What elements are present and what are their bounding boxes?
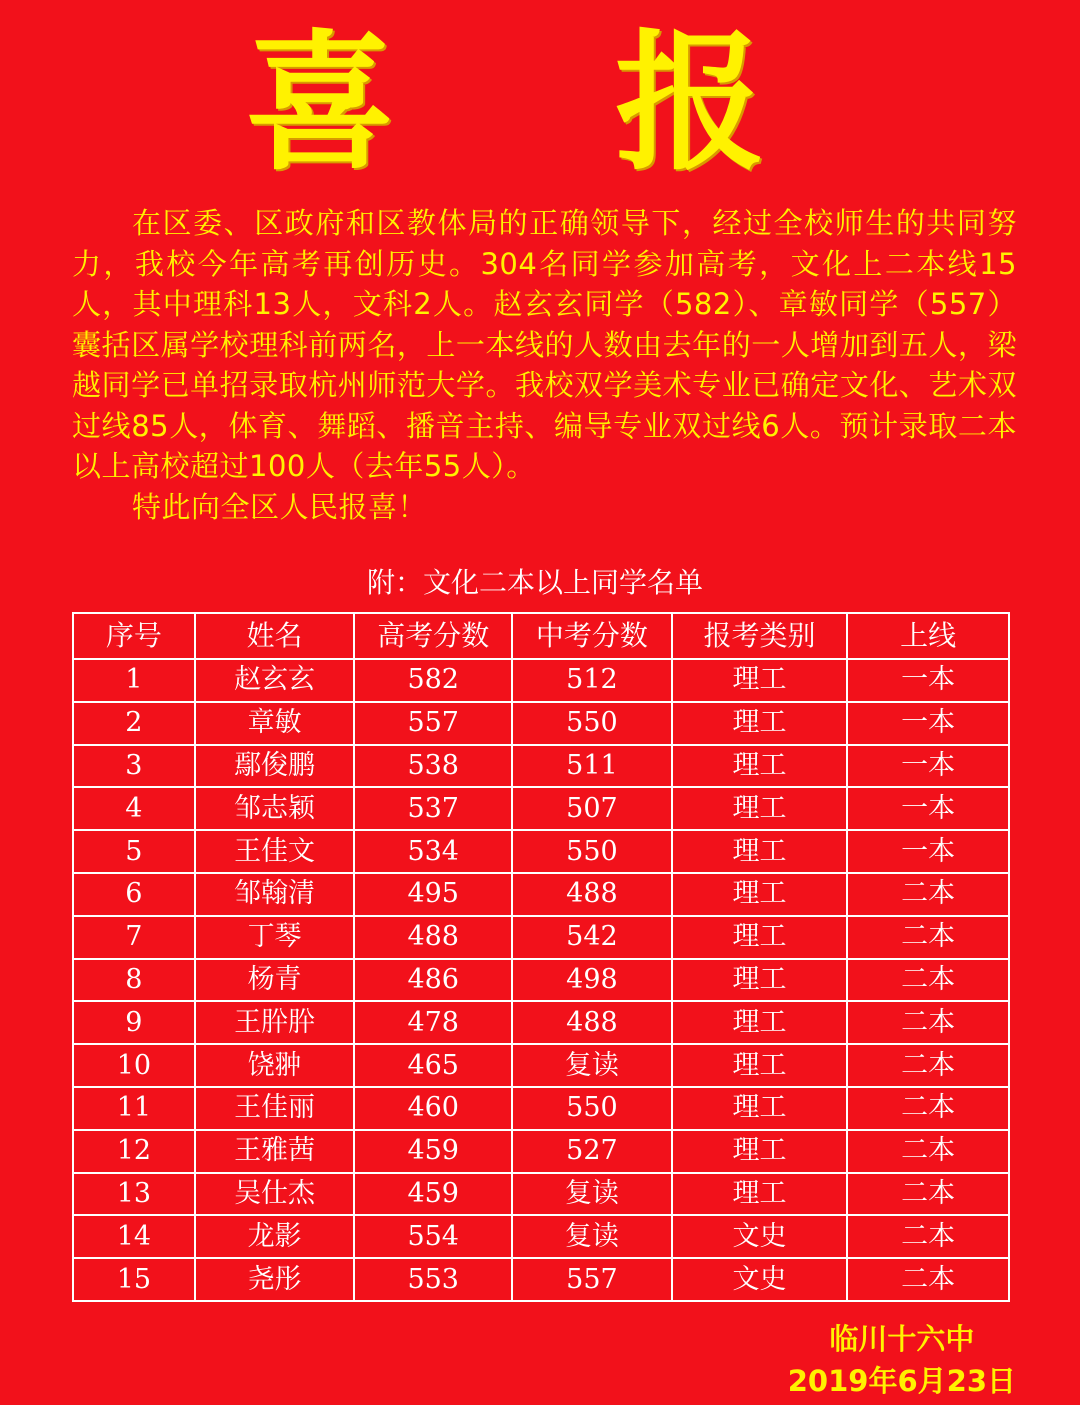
cell-index: 13 — [73, 1173, 195, 1216]
cell-tier: 一本 — [847, 745, 1009, 788]
intro-closing: 特此向全区人民报喜！ — [132, 489, 428, 524]
table-row — [73, 1001, 1009, 1044]
cell-index: 9 — [73, 1001, 195, 1044]
cell-index: 3 — [73, 745, 195, 788]
header-name: 姓名 — [195, 613, 355, 659]
table-row — [73, 659, 1009, 702]
cell-category: 理工 — [672, 830, 848, 873]
cell-index: 4 — [73, 787, 195, 830]
cell-tier: 一本 — [847, 702, 1009, 745]
footer-signature — [788, 1318, 1016, 1402]
cell-index: 2 — [73, 702, 195, 745]
header-index: 序号 — [73, 613, 195, 659]
cell-zhongkao-score: 507 — [512, 787, 672, 830]
cell-category: 理工 — [672, 787, 848, 830]
cell-tier: 二本 — [847, 1130, 1009, 1173]
cell-name: 饶翀 — [195, 1044, 355, 1087]
cell-zhongkao-score: 542 — [512, 916, 672, 959]
intro-text — [72, 203, 1017, 527]
student-list-table — [72, 612, 1010, 1302]
header-tier: 上线 — [847, 613, 1009, 659]
cell-zhongkao-score: 复读 — [512, 1173, 672, 1216]
cell-index: 11 — [73, 1087, 195, 1130]
cell-gaokao-score: 537 — [354, 787, 512, 830]
cell-index: 1 — [73, 659, 195, 702]
table-row — [73, 959, 1009, 1002]
list-caption: 附：文化二本以上同学名单 — [366, 566, 703, 599]
table-row — [73, 1258, 1009, 1301]
cell-tier: 一本 — [847, 659, 1009, 702]
cell-name: 赵玄玄 — [195, 659, 355, 702]
cell-name: 邹志颖 — [195, 787, 355, 830]
cell-category: 理工 — [672, 745, 848, 788]
cell-gaokao-score: 534 — [354, 830, 512, 873]
cell-tier: 二本 — [847, 1173, 1009, 1216]
table-row — [73, 916, 1009, 959]
cell-zhongkao-score: 498 — [512, 959, 672, 1002]
table-row — [73, 873, 1009, 916]
cell-index: 6 — [73, 873, 195, 916]
cell-zhongkao-score: 复读 — [512, 1215, 672, 1258]
cell-zhongkao-score: 511 — [512, 745, 672, 788]
cell-name: 龙影 — [195, 1215, 355, 1258]
cell-gaokao-score: 538 — [354, 745, 512, 788]
cell-name: 吴仕杰 — [195, 1173, 355, 1216]
cell-tier: 一本 — [847, 787, 1009, 830]
table-row — [73, 702, 1009, 745]
cell-gaokao-score: 488 — [354, 916, 512, 959]
cell-gaokao-score: 554 — [354, 1215, 512, 1258]
cell-tier: 二本 — [847, 1001, 1009, 1044]
cell-gaokao-score: 459 — [354, 1130, 512, 1173]
cell-category: 理工 — [672, 873, 848, 916]
cell-zhongkao-score: 527 — [512, 1130, 672, 1173]
header-gaokao-score: 高考分数 — [354, 613, 512, 659]
cell-index: 8 — [73, 959, 195, 1002]
cell-name: 章敏 — [195, 702, 355, 745]
table-row — [73, 1130, 1009, 1173]
title-char-xi: 喜 — [245, 15, 396, 191]
cell-tier: 二本 — [847, 873, 1009, 916]
cell-index: 14 — [73, 1215, 195, 1258]
cell-gaokao-score: 495 — [354, 873, 512, 916]
poster-title — [0, 15, 1080, 191]
cell-category: 理工 — [672, 1044, 848, 1087]
table-row — [73, 1173, 1009, 1216]
cell-name: 丁琴 — [195, 916, 355, 959]
table-row — [73, 1044, 1009, 1087]
cell-category: 理工 — [672, 1087, 848, 1130]
cell-name: 王肸肸 — [195, 1001, 355, 1044]
cell-index: 10 — [73, 1044, 195, 1087]
cell-tier: 二本 — [847, 1258, 1009, 1301]
cell-category: 理工 — [672, 959, 848, 1002]
table-header-row — [73, 613, 1009, 659]
cell-gaokao-score: 582 — [354, 659, 512, 702]
cell-tier: 二本 — [847, 916, 1009, 959]
header-category: 报考类别 — [672, 613, 848, 659]
cell-gaokao-score: 557 — [354, 702, 512, 745]
school-name: 临川十六中 — [829, 1322, 975, 1356]
cell-gaokao-score: 460 — [354, 1087, 512, 1130]
cell-zhongkao-score: 550 — [512, 702, 672, 745]
cell-index: 15 — [73, 1258, 195, 1301]
cell-category: 理工 — [672, 1001, 848, 1044]
cell-tier: 一本 — [847, 830, 1009, 873]
cell-category: 理工 — [672, 702, 848, 745]
cell-tier: 二本 — [847, 959, 1009, 1002]
cell-tier: 二本 — [847, 1044, 1009, 1087]
cell-name: 尧彤 — [195, 1258, 355, 1301]
cell-name: 杨青 — [195, 959, 355, 1002]
cell-zhongkao-score: 550 — [512, 1087, 672, 1130]
cell-name: 王雅茜 — [195, 1130, 355, 1173]
table-row — [73, 787, 1009, 830]
cell-index: 7 — [73, 916, 195, 959]
cell-category: 文史 — [672, 1258, 848, 1301]
cell-gaokao-score: 486 — [354, 959, 512, 1002]
cell-zhongkao-score: 512 — [512, 659, 672, 702]
cell-category: 理工 — [672, 1130, 848, 1173]
cell-name: 邹翰清 — [195, 873, 355, 916]
cell-name: 鄢俊鹏 — [195, 745, 355, 788]
cell-zhongkao-score: 复读 — [512, 1044, 672, 1087]
cell-zhongkao-score: 557 — [512, 1258, 672, 1301]
cell-category: 理工 — [672, 1173, 848, 1216]
cell-gaokao-score: 459 — [354, 1173, 512, 1216]
table-row — [73, 745, 1009, 788]
cell-name: 王佳文 — [195, 830, 355, 873]
title-char-bao: 报 — [615, 15, 766, 191]
cell-tier: 二本 — [847, 1215, 1009, 1258]
cell-category: 理工 — [672, 659, 848, 702]
cell-gaokao-score: 478 — [354, 1001, 512, 1044]
table-row — [73, 830, 1009, 873]
cell-gaokao-score: 465 — [354, 1044, 512, 1087]
cell-zhongkao-score: 488 — [512, 873, 672, 916]
cell-tier: 二本 — [847, 1087, 1009, 1130]
table-row — [73, 1087, 1009, 1130]
intro-paragraph: 在区委、区政府和区教体局的正确领导下，经过全校师生的共同努力，我校今年高考再创历史。304名同学参加高考，文化上二本线15人，其中理科13人，文科2人。赵玄玄同学（582）、章敏同学（557）囊括区属学校理科前两名，上一本线的人数由去年的一人增加到五人，梁越同学已单招录取杭州师范大学。我校双学美术专业已确定文化、艺术双过线85人，体育、舞蹈、播音主持、编导专业双过线6人。预计录取二本以上高校超过100人（去年55人）。 — [72, 206, 1017, 483]
cell-zhongkao-score: 488 — [512, 1001, 672, 1044]
cell-zhongkao-score: 550 — [512, 830, 672, 873]
table-row — [73, 1215, 1009, 1258]
issue-date: 2019年6月23日 — [787, 1364, 1016, 1398]
cell-category: 理工 — [672, 916, 848, 959]
cell-gaokao-score: 553 — [354, 1258, 512, 1301]
cell-name: 王佳丽 — [195, 1087, 355, 1130]
cell-category: 文史 — [672, 1215, 848, 1258]
header-zhongkao-score: 中考分数 — [512, 613, 672, 659]
cell-index: 12 — [73, 1130, 195, 1173]
cell-index: 5 — [73, 830, 195, 873]
